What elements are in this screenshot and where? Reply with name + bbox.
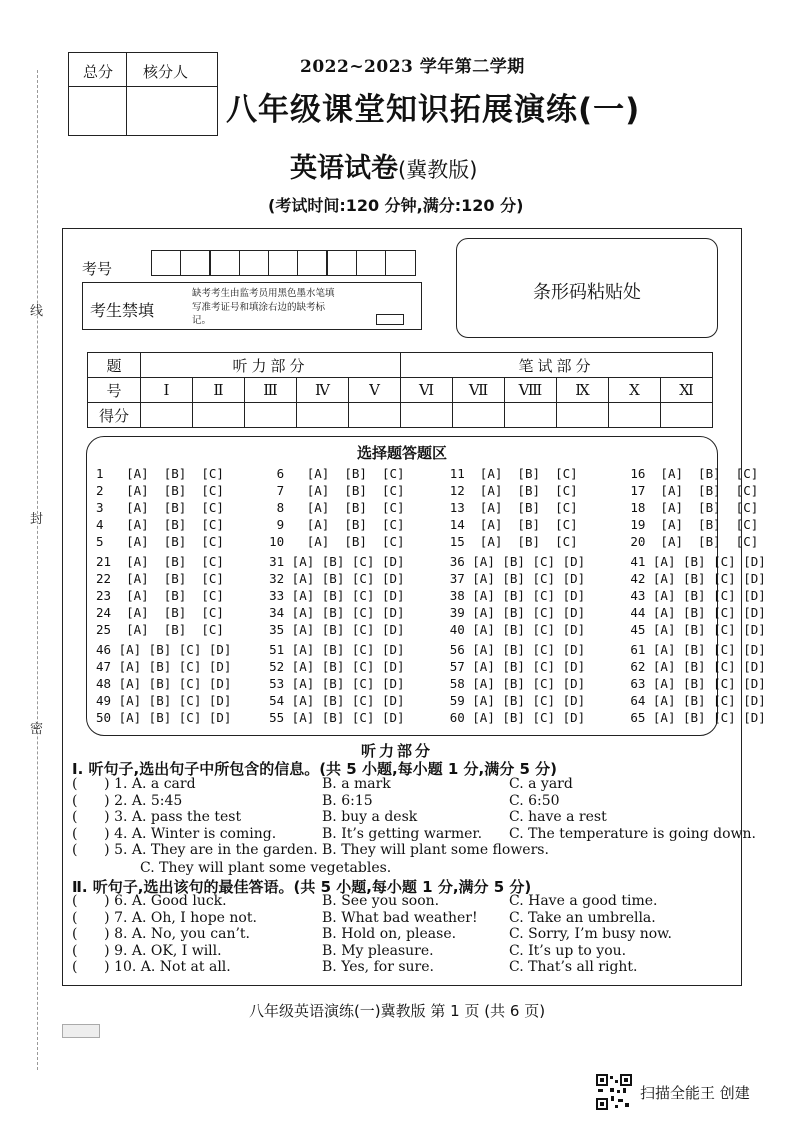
question-option-b: B. What bad weather!	[322, 909, 478, 926]
score-row-label: 得分	[88, 403, 141, 428]
semester: 2022~2023 学年第二学期	[300, 57, 525, 77]
subject-title: 英语试卷(冀教版)	[290, 153, 478, 184]
score-box	[68, 52, 218, 136]
question-option-a[interactable]: ( ) 10. A. Not at all.	[72, 959, 231, 976]
side-mark-xian: 线	[30, 304, 44, 319]
q5-option-c: C. They will plant some vegetables.	[140, 860, 392, 876]
section-num: Ⅹ	[609, 378, 661, 403]
question-option-a[interactable]: ( ) 4. A. Winter is coming.	[72, 825, 277, 842]
answer-grid	[86, 436, 718, 736]
side-mark-feng: 封	[30, 512, 44, 527]
answer-row[interactable]: 22 [A] [B] [C] 32 [A] [B] [C] [D] 37 [A] [B] [C] [D] 42 [A] [B] [C] [D]	[96, 571, 766, 586]
checker-label: 核分人	[143, 63, 189, 81]
score-table	[87, 352, 713, 428]
question-option-b: B. buy a desk	[322, 809, 418, 826]
answer-row[interactable]: 47 [A] [B] [C] [D] 52 [A] [B] [C] [D] 57 [A] [B] [C] [D] 62 [A] [B] [C] [D]	[96, 659, 766, 674]
question-option-c: C. Sorry, I’m busy now.	[509, 926, 672, 943]
listening-title: 听力部分	[360, 742, 433, 760]
binding-line	[37, 70, 38, 1070]
exam-info: (考试时间:120 分钟,满分:120 分)	[268, 196, 524, 215]
section2-title: Ⅱ. 听句子,选出该句的最佳答语。(共 5 小题,每小题 1 分,满分 5 分)	[72, 878, 532, 896]
question-option-a[interactable]: ( ) 3. A. pass the test	[72, 809, 242, 826]
score-cell[interactable]	[609, 403, 661, 428]
question-option-a[interactable]: ( ) 1. A. a card	[72, 776, 196, 792]
score-cell[interactable]	[349, 403, 401, 428]
section-num: Ⅱ	[193, 378, 245, 403]
answer-row[interactable]: 48 [A] [B] [C] [D] 53 [A] [B] [C] [D] 58 [A] [B] [C] [D] 63 [A] [B] [C] [D]	[96, 676, 766, 691]
section-num: Ⅲ	[245, 378, 297, 403]
score-cell[interactable]	[453, 403, 505, 428]
question-option-a[interactable]: ( ) 6. A. Good luck.	[72, 893, 227, 909]
question-option-c: C. It’s up to you.	[509, 942, 627, 959]
writing-header: 笔试部分	[401, 353, 713, 378]
answer-row[interactable]: 21 [A] [B] [C] 31 [A] [B] [C] [D] 36 [A] [B] [C] [D] 41 [A] [B] [C] [D]	[96, 554, 766, 569]
score-table-num-label: 号	[88, 378, 141, 403]
page-title: 八年级课堂知识拓展演练(一)	[226, 92, 641, 128]
section-num: Ⅶ	[453, 378, 505, 403]
absent-mark-box[interactable]	[376, 314, 404, 325]
question-option-b: B. My pleasure.	[322, 942, 434, 959]
answer-row[interactable]: 2 [A] [B] [C] 7 [A] [B] [C] 12 [A] [B] [C] 17 [A] [B] [C]	[96, 483, 759, 498]
question-option-c: C. Take an umbrella.	[509, 909, 656, 926]
stamp-mark	[62, 1024, 100, 1038]
answer-row[interactable]: 4 [A] [B] [C] 9 [A] [B] [C] 14 [A] [B] [C] 19 [A] [B] [C]	[96, 517, 759, 532]
question-option-a[interactable]: ( ) 2. A. 5:45	[72, 792, 183, 809]
section-num: Ⅳ	[297, 378, 349, 403]
question-option-c: C. The temperature is going down.	[509, 825, 756, 842]
section1-title: Ⅰ. 听句子,选出句子中所包含的信息。(共 5 小题,每小题 1 分,满分 5 分)	[72, 760, 557, 778]
exam-id-boxes[interactable]	[152, 250, 416, 276]
answer-row[interactable]: 5 [A] [B] [C] 10 [A] [B] [C] 15 [A] [B] [C] 20 [A] [B] [C]	[96, 534, 759, 549]
question-option-b: B. 6:15	[322, 792, 373, 809]
score-cell[interactable]	[193, 403, 245, 428]
section-num: Ⅴ	[349, 378, 401, 403]
answer-grid-title: 选择题答题区	[356, 444, 447, 462]
score-cell[interactable]	[401, 403, 453, 428]
forbid-note: 缺考考生由监考员用黑色墨水笔填写准考证号和填涂右边的缺考标记。	[192, 288, 335, 326]
question-option-c: C. That’s all right.	[509, 959, 638, 976]
question-option-b: B. See you soon.	[322, 893, 440, 909]
answer-row[interactable]: 1 [A] [B] [C] 6 [A] [B] [C] 11 [A] [B] [C] 16 [A] [B] [C]	[96, 466, 759, 481]
answer-row[interactable]: 24 [A] [B] [C] 34 [A] [B] [C] [D] 39 [A] [B] [C] [D] 44 [A] [B] [C] [D]	[96, 605, 766, 620]
question-option-a[interactable]: ( ) 9. A. OK, I will.	[72, 942, 222, 959]
question-option-b: B. a mark	[322, 776, 391, 792]
question-option-b: B. They will plant some flowers.	[322, 842, 549, 859]
answer-row[interactable]: 46 [A] [B] [C] [D] 51 [A] [B] [C] [D] 56 [A] [B] [C] [D] 61 [A] [B] [C] [D]	[96, 642, 766, 657]
score-cell[interactable]	[245, 403, 297, 428]
answer-row[interactable]: 23 [A] [B] [C] 33 [A] [B] [C] [D] 38 [A] [B] [C] [D] 43 [A] [B] [C] [D]	[96, 588, 766, 603]
barcode-label: 条形码粘贴处	[533, 282, 641, 303]
answer-row[interactable]: 3 [A] [B] [C] 8 [A] [B] [C] 13 [A] [B] [C] 18 [A] [B] [C]	[96, 500, 759, 515]
qr-code-icon	[596, 1074, 632, 1110]
question-option-c: C. have a rest	[509, 809, 607, 826]
forbid-label: 考生禁填	[90, 301, 155, 320]
page-footer: 八年级英语演练(一)冀教版 第 1 页 (共 6 页)	[248, 1002, 546, 1020]
answer-row[interactable]: 49 [A] [B] [C] [D] 54 [A] [B] [C] [D] 59 [A] [B] [C] [D] 64 [A] [B] [C] [D]	[96, 693, 766, 708]
question-option-c: C. Have a good time.	[509, 893, 658, 909]
question-option-c: C. a yard	[509, 776, 573, 792]
section-num: Ⅺ	[661, 378, 713, 403]
edition: (冀教版)	[398, 158, 478, 182]
section-num: Ⅰ	[141, 378, 193, 403]
answer-row[interactable]: 50 [A] [B] [C] [D] 55 [A] [B] [C] [D] 60 [A] [B] [C] [D] 65 [A] [B] [C] [D]	[96, 710, 766, 725]
scan-app-label: 扫描全能王 创建	[640, 1084, 750, 1102]
score-cell[interactable]	[505, 403, 557, 428]
section-num: Ⅸ	[557, 378, 609, 403]
question-option-a[interactable]: ( ) 5. A. They are in the garden.	[72, 842, 318, 859]
listening-header: 听力部分	[141, 353, 401, 378]
answer-row[interactable]: 25 [A] [B] [C] 35 [A] [B] [C] [D] 40 [A] [B] [C] [D] 45 [A] [B] [C] [D]	[96, 622, 766, 637]
score-cell[interactable]	[141, 403, 193, 428]
question-option-a[interactable]: ( ) 7. A. Oh, I hope not.	[72, 909, 257, 926]
question-option-c: C. 6:50	[509, 792, 560, 809]
question-option-b: B. It’s getting warmer.	[322, 825, 483, 842]
question-option-b: B. Hold on, please.	[322, 926, 457, 943]
score-table-q-label: 题	[88, 353, 141, 378]
side-mark-mi: 密	[30, 722, 44, 737]
section-num: Ⅵ	[401, 378, 453, 403]
score-cell[interactable]	[557, 403, 609, 428]
section-num: Ⅷ	[505, 378, 557, 403]
score-cell[interactable]	[297, 403, 349, 428]
total-score-label: 总分	[83, 63, 114, 81]
exam-id-label: 考号	[82, 260, 113, 278]
question-option-b: B. Yes, for sure.	[322, 959, 434, 976]
score-cell[interactable]	[661, 403, 713, 428]
question-option-a[interactable]: ( ) 8. A. No, you can’t.	[72, 926, 251, 943]
